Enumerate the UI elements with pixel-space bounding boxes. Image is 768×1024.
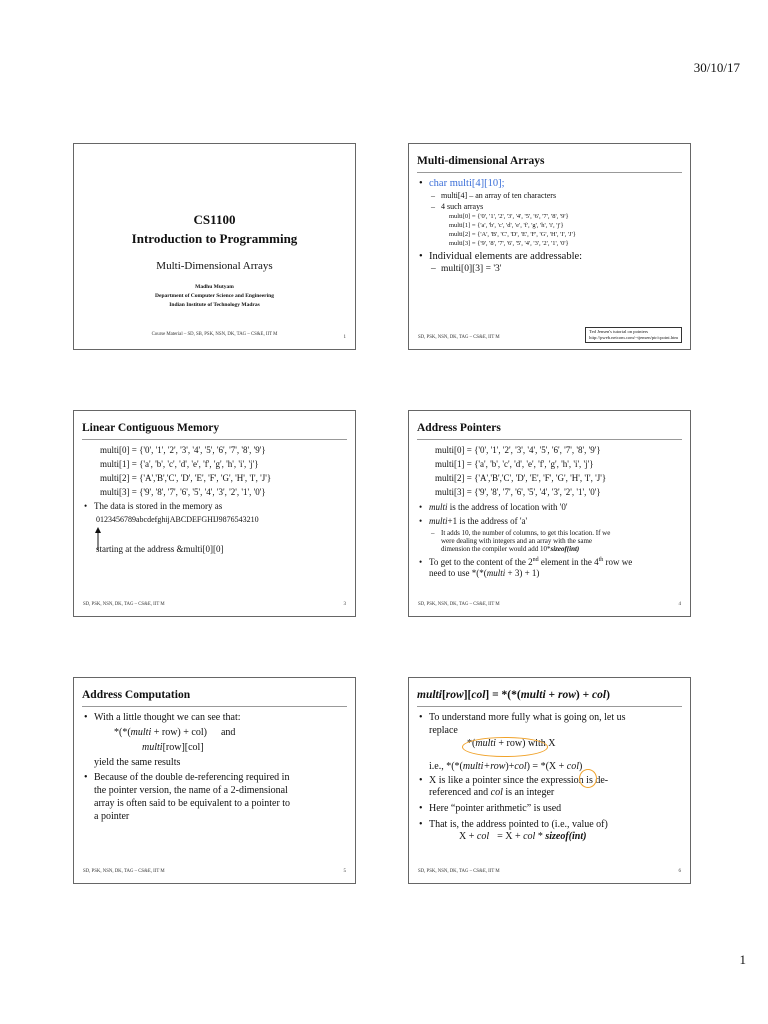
slide-body bbox=[419, 178, 682, 274]
expression: *(multi + row) with X bbox=[467, 738, 556, 749]
array-row: multi[3] = {'9', '8', '7', '6', '5', '4', '3', '2', '1', '0'} bbox=[435, 487, 601, 497]
array-row: multi[2] = {'A','B','C', 'D', 'E', 'F', 'G', 'H', 'I', 'J'} bbox=[435, 473, 607, 483]
bullet: • To understand more fully what is going on, let us bbox=[419, 712, 626, 723]
slide-number: 3 bbox=[343, 602, 346, 607]
title-rule bbox=[417, 706, 682, 707]
bullet: • Because of the double de-referencing required in bbox=[84, 772, 290, 783]
up-arrow-icon bbox=[94, 527, 102, 551]
slide-title: Address Computation bbox=[82, 689, 191, 701]
sub-bullet-cont: dimension the compiler would add 10*sizeof(int) bbox=[441, 545, 580, 553]
bullet: • multi is the address of location with '0' bbox=[419, 502, 568, 512]
slide-footer: SD, PSK, NSN, DK, TAG – CS&E, IIT M bbox=[83, 602, 165, 607]
bullet-cont: array is often said to be equivalent to a pointer to bbox=[94, 798, 291, 809]
sub-bullet: – It adds 10, the number of columns, to get this location. If we bbox=[431, 529, 611, 537]
bullet-cont: need to use *(*(multi + 3) + 1) bbox=[429, 568, 540, 578]
slide-footer: SD, PSK, NSN, DK, TAG – CS&E, IIT M bbox=[418, 602, 500, 607]
highlight-ellipse bbox=[462, 737, 548, 757]
sub-bullet: – multi[0][3] = '3' bbox=[431, 264, 502, 274]
bullet-cont: the pointer version, the name of a 2-dimensional bbox=[94, 785, 288, 796]
slide-number: 6 bbox=[678, 869, 681, 874]
bullet: • The data is stored in the memory as bbox=[84, 501, 223, 511]
course-title: Introduction to Programming bbox=[131, 231, 298, 246]
slide-footer: SD, PSK, NSN, DK, TAG – CS&E, IIT M bbox=[418, 335, 500, 340]
institute-name: Indian Institute of Technology Madras bbox=[169, 302, 260, 308]
title-rule bbox=[417, 172, 682, 173]
array-row: multi[2] = {'A', 'B', 'C', 'D', 'E', 'F', 'G', 'H', 'I', 'J'} bbox=[449, 231, 576, 238]
array-row: multi[1] = {'a', 'b', 'c', 'd', 'e', 'f', 'g', 'h', 'i', 'j'} bbox=[100, 459, 259, 469]
slide-footer: SD, PSK, NSN, DK, TAG – CS&E, IIT M bbox=[83, 869, 165, 874]
array-row: multi[0] = {'0', '1', '2', '3', '4', '5', '6', '7', '8', '9'} bbox=[449, 213, 569, 220]
slide-body bbox=[84, 712, 347, 822]
slide-footer: Course Material – SD, SB, PSK, NSN, DK, TAG – CS&E, IIT M bbox=[151, 332, 278, 337]
slide-body bbox=[84, 445, 347, 554]
slide-number: 4 bbox=[678, 602, 681, 607]
bullet: • With a little thought we can see that: bbox=[84, 712, 241, 723]
department-name: Department of Computer Science and Engineering bbox=[155, 293, 274, 299]
expression: *(*(multi + row) + col) and bbox=[114, 727, 236, 738]
title-rule bbox=[417, 439, 682, 440]
slide-body bbox=[419, 712, 682, 842]
title-rule bbox=[82, 439, 347, 440]
bullet: • To get to the content of the 2nd element in the 4th row we bbox=[419, 557, 633, 567]
slide-3 bbox=[73, 410, 356, 617]
slide-1 bbox=[73, 143, 356, 350]
header-date: 30/10/17 bbox=[693, 60, 740, 75]
highlight-ellipse bbox=[579, 769, 597, 788]
bullet-cont: a pointer bbox=[94, 811, 130, 822]
bullet: • Here “pointer arithmetic” is used bbox=[419, 803, 562, 814]
bullet: • multi+1 is the address of 'a' bbox=[419, 516, 528, 526]
lecture-topic: Multi-Dimensional Arrays bbox=[156, 260, 273, 272]
slide-5 bbox=[73, 677, 356, 884]
bullet-cont: referenced and col is an integer bbox=[429, 787, 555, 798]
array-row: multi[0] = {'0', '1', '2', '3', '4', '5', '6', '7', '8', '9'} bbox=[100, 445, 266, 455]
slide-title: multi[row][col] = *(*(multi + row) + col) bbox=[417, 689, 610, 701]
array-row: multi[1] = {'a', 'b', 'c', 'd', 'e', 'f', 'g', 'h', 'i', 'j'} bbox=[435, 459, 594, 469]
bullet: • X is like a pointer since the expression is de- bbox=[419, 775, 609, 786]
slide-title: Linear Contiguous Memory bbox=[82, 422, 220, 434]
sub-bullet: – 4 such arrays bbox=[431, 202, 484, 211]
slide-6 bbox=[408, 677, 691, 884]
title-rule bbox=[82, 706, 347, 707]
reference-link-box: Ted Jensen's tutorial on pointers http://pweb.netcom.com/~tjensen/ptr/cpoint.htm bbox=[585, 327, 682, 343]
sub-bullet-cont: were dealing with integers and an array with the same bbox=[441, 537, 593, 545]
bullet: • char multi[4][10]; bbox=[419, 178, 505, 189]
slide-title: Address Pointers bbox=[417, 422, 501, 434]
array-row: multi[3] = {'9', '8', '7', '6', '5', '4', '3', '2', '1', '0'} bbox=[449, 240, 569, 247]
author-name: Madhu Mutyam bbox=[195, 284, 234, 290]
array-row: multi[3] = {'9', '8', '7', '6', '5', '4', '3', '2', '1', '0'} bbox=[100, 487, 266, 497]
slide-4 bbox=[408, 410, 691, 617]
address-note: starting at the address &multi[0][0] bbox=[96, 544, 224, 554]
bullet-cont: replace bbox=[429, 725, 458, 736]
expression: X + col = X + col * sizeof(int) bbox=[459, 831, 587, 842]
array-row: multi[0] = {'0', '1', '2', '3', '4', '5', '6', '7', '8', '9'} bbox=[435, 445, 601, 455]
bullet: • Individual elements are addressable: bbox=[419, 251, 583, 262]
expression: multi[row][col] bbox=[142, 742, 204, 753]
slide-body bbox=[419, 445, 682, 578]
array-row: multi[2] = {'A','B','C', 'D', 'E', 'F', 'G', 'H', 'I', 'J'} bbox=[100, 473, 272, 483]
expression: i.e., *(*(multi+row)+col) = *(X + col) bbox=[429, 761, 583, 772]
array-row: multi[1] = {'a', 'b', 'c', 'd', 'e', 'f', 'g', 'h', 'i', 'j'} bbox=[449, 222, 564, 229]
slide-footer: SD, PSK, NSN, DK, TAG – CS&E, IIT M bbox=[418, 869, 500, 874]
sub-bullet: – multi[4] – an array of ten characters bbox=[431, 191, 557, 200]
bullet: • That is, the address pointed to (i.e., value of) bbox=[419, 819, 608, 830]
bullet-cont: yield the same results bbox=[94, 757, 181, 768]
slide-number: 5 bbox=[343, 869, 346, 874]
course-code: CS1100 bbox=[193, 212, 236, 227]
slide-title: Multi-dimensional Arrays bbox=[417, 155, 545, 167]
memory-string: 0123456789abcdefghijABCDEFGHIJ9876543210 bbox=[96, 515, 259, 524]
slide-2 bbox=[408, 143, 691, 350]
slide-number: 1 bbox=[343, 335, 346, 340]
page-number: 1 bbox=[739, 952, 746, 967]
